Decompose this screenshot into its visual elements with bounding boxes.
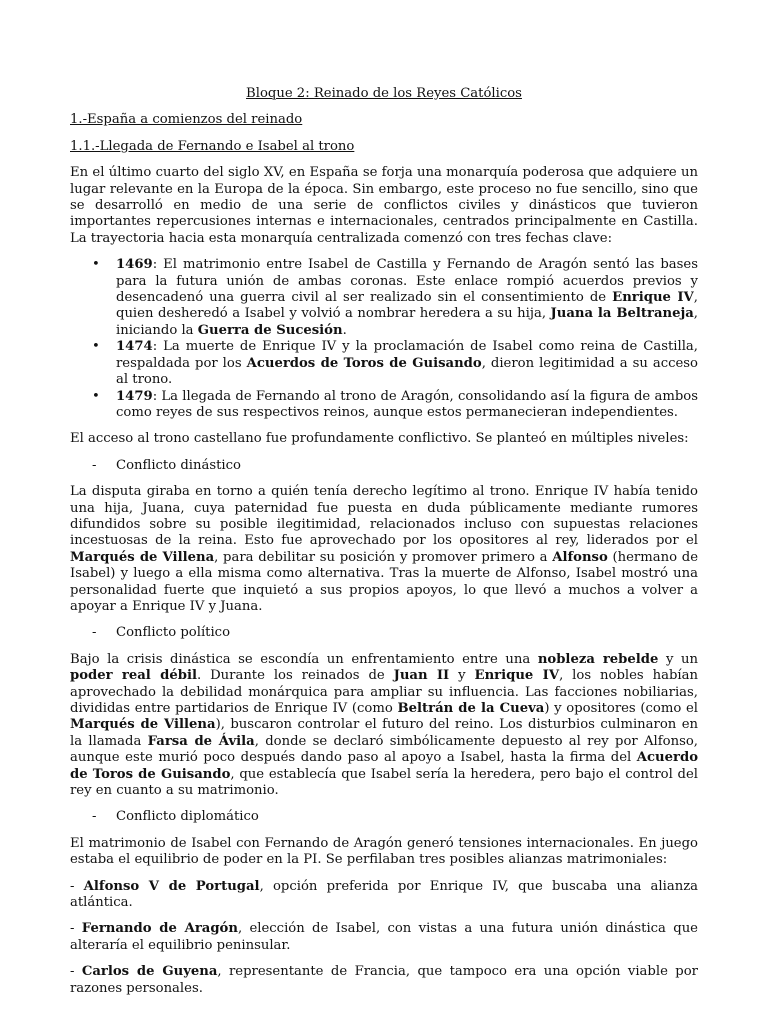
document-page [70,86,698,1007]
list-item: • 1479: La llegada de Fernando al trono de Aragón, consolidando así la figura de ambos como reyes de sus respectivos reinos, aunque estos permanecieran independientes. [92,388,698,420]
dash-icon: - [92,809,97,825]
bullet-icon: • [92,339,100,355]
year-1479: 1479 [116,388,153,404]
dash-icon: - [92,625,97,641]
year-1474: 1474 [116,339,153,355]
subsection-political [70,625,698,641]
dash-icon: - [92,457,97,473]
access-paragraph: El acceso al trono castellano fue profundamente conflictivo. Se planteó en múltiples niveles: [70,431,689,447]
political-paragraph: Bajo la crisis dinástica se escondía un enfrentamiento entre una nobleza rebelde y un poder real débil. Durante los reinados de Juan II y Enrique IV, los nobles habían aprovechado la debilidad monárquica para ampliar su influencia. Las facciones nobiliarias, divididas entre partidarios de Enrique IV (como Beltrán de la Cueva) y opositores (como el Marqués de Villena), buscaron controlar el futuro del reino. Los disturbios culminaron en la llamada Farsa de Ávila, donde se declaró simbólicamente depuesto al rey por Alfonso, aunque este murió poco después dando paso al apoyo a Isabel, hasta la firma del Acuerdo de Toros de Guisando, que establecía que Isabel sería la heredera, pero bajo el control del rey en cuanto a su matrimonio. [70,651,699,799]
alliance-guyena: - Carlos de Guyena, representante de Francia, que tampoco era una opción viable por razones personales. [70,964,698,996]
subsection-heading: Conflicto dinástico [116,457,241,473]
list-item: • 1469: El matrimonio entre Isabel de Castilla y Fernando de Aragón sentó las bases para la futura unión de ambas coronas. Este enlace rompió acuerdos previos y desencadenó una guerra civil al ser realizado sin el consentimiento de Enrique IV, quien desheredó a Isabel y volvió a nombrar heredera a su hija, Juana la Beltraneja, iniciando la Guerra de Sucesión. [92,257,698,338]
subsection-heading: Conflicto diplomático [116,809,259,825]
section-heading-1: 1.-España a comienzos del reinado [70,112,303,128]
list-item: • 1474: La muerte de Enrique IV y la proclamación de Isabel como reina de Castilla, respaldada por los Acuerdos de Toros de Guisando, dieron legitimidad a su acceso al trono. [92,339,698,388]
dynastic-paragraph: La disputa giraba en torno a quién tenía derecho legítimo al trono. Enrique IV había tenido una hija, Juana, cuya paternidad fue puesta en duda públicamente mediante rumores difundidos sobre su posible ilegitimidad, relacionados incluso con supuestas relaciones incestuosas de la reina. Esto fue aprovechado por los opositores al rey, liderados por el Marqués de Villena, para debilitar su posición y promover primero a Alfonso (hermano de Isabel) y luego a ella misma como alternativa. Tras la muerte de Alfonso, Isabel mostró una personalidad fuerte que inquietó a sus propios apoyos, lo que llevó a muchos a volver a apoyar a Enrique IV y Juana. [70,484,698,614]
bullet-icon: • [92,388,100,404]
year-1469: 1469 [116,257,153,273]
subsection-diplomatic [70,809,698,825]
alliance-portugal: - Alfonso V de Portugal, opción preferida por Enrique IV, que buscaba una alianza atlántica. [70,878,698,911]
bullet-icon: • [92,257,100,273]
section-heading-1-1: 1.1.-Llegada de Fernando e Isabel al trono [70,138,355,154]
intro-paragraph: En el último cuarto del siglo XV, en España se forja una monarquía poderosa que adquiere un lugar relevante en la Europa de la época. Sin embargo, este proceso no fue sencillo, sino que se desarrolló en medio de una serie de conflictos civiles y dinásticos que tuvieron importantes repercusiones internas e internacionales, centrados principalmente en Castilla. La trayectoria hacia esta monarquía centralizada comenzó con tres fechas clave: [70,165,698,246]
diplomatic-paragraph: El matrimonio de Isabel con Fernando de Aragón generó tensiones internacionales. En juego estaba el equilibrio de poder en la PI. Se perfilaban tres posibles alianzas matrimoniales: [70,835,698,868]
key-dates-list [70,257,698,421]
subsection-heading: Conflicto político [116,625,231,641]
document-title: Bloque 2: Reinado de los Reyes Católicos [246,86,522,101]
alliance-aragon: - Fernando de Aragón, elección de Isabel, con vistas a una futura unión dinástica que alteraría el equilibrio peninsular. [70,921,698,953]
subsection-dynastic [70,458,698,474]
